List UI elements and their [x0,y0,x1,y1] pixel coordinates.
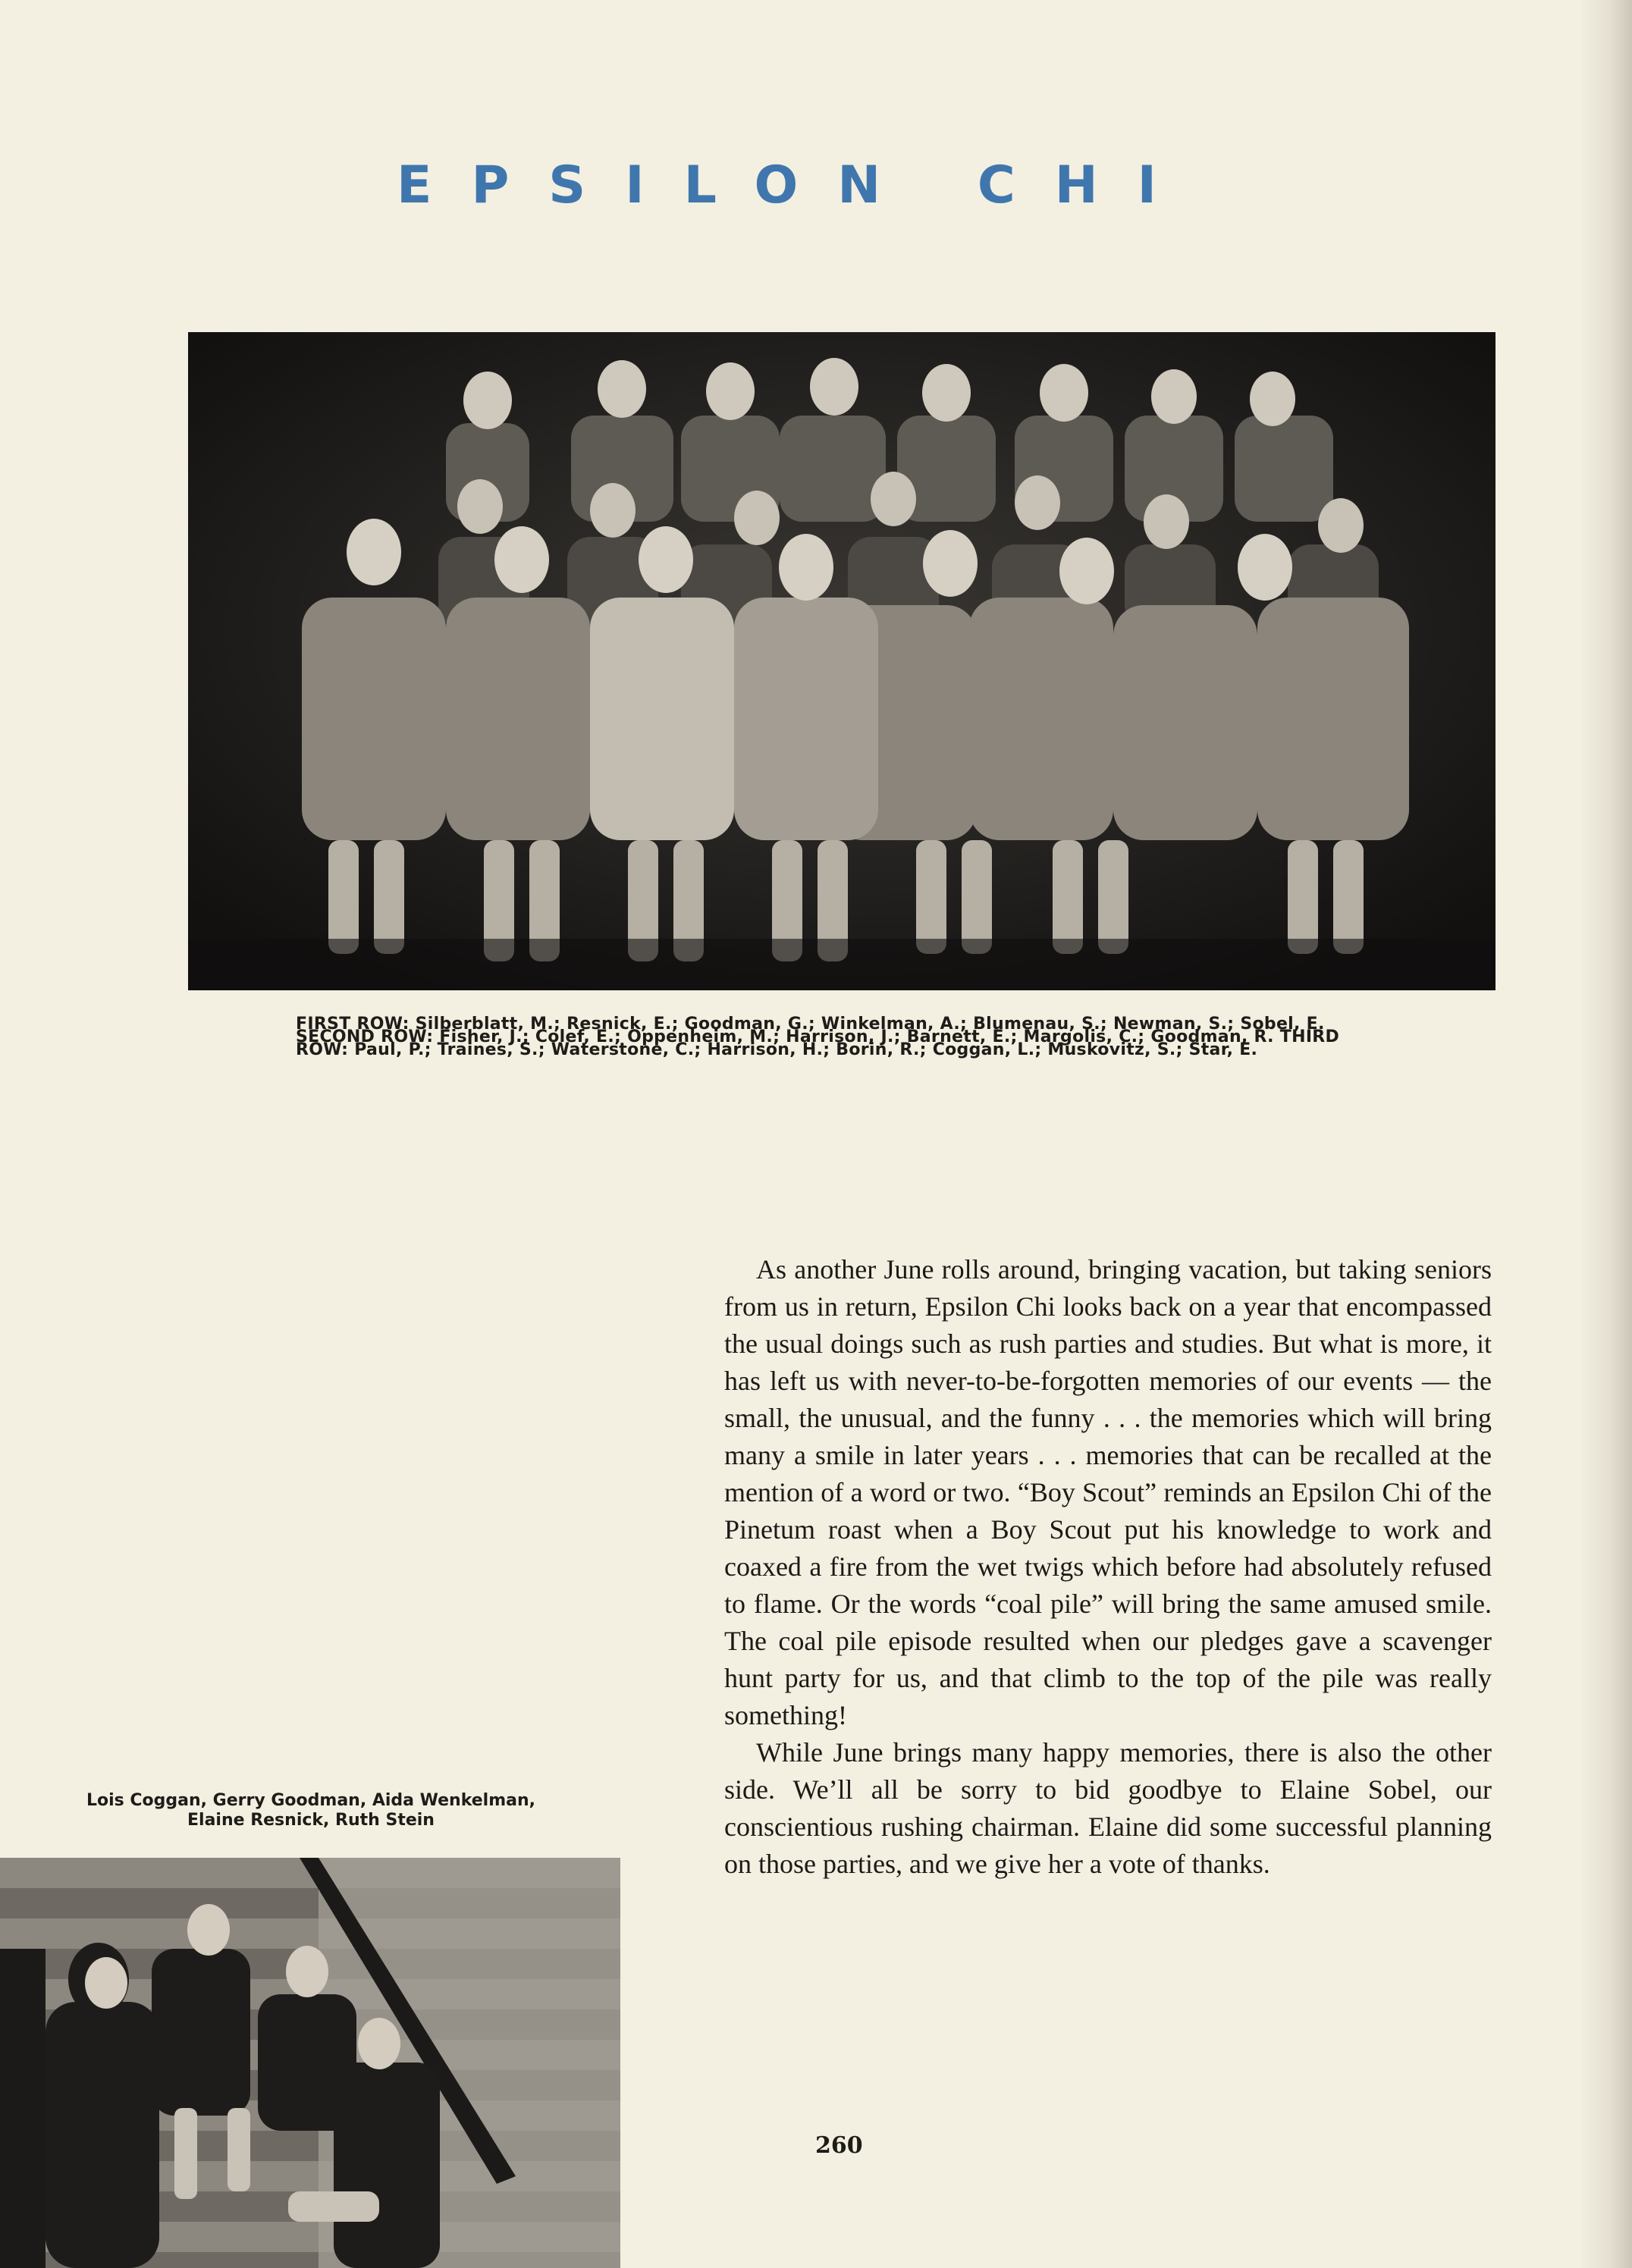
page-edge-shadow [1579,0,1632,2268]
stairs-caption-line-1: Lois Coggan, Gerry Goodman, Aida Wenkelman, [86,1791,536,1810]
article-paragraph-1: As another June rolls around, bringing vacation, but taking seniors from us in return, Epsilon Chi looks back on a year that encompassed the usual doings such as rush parties and studies. But what is more, it has left us with never-to-be-forgotten memories of our events — the small, the unusual, and the funny . . . the memories which will bring many a smile in later years . . . memories that can be recalled at the mention of a word or two. “Boy Scout” reminds an Epsilon Chi of the Pinetum roast when a Boy Scout put his knowledge to work and coaxed a fire from the wet twigs which before had absolutely refused to flame. Or the words “coal pile” will bring the same amused smile. The coal pile episode resulted when our pledges gave a scavenger hunt party for us, and that climb to the top of the pile was really something! [724,1254,1492,1730]
group-photo-caption-text: FIRST ROW: Silberblatt, M.; Resnick, E.; Goodman, G.; Winkelman, A.; Blumenau, S.; Newman, S.; Sobel, E. SECOND ROW: Fisher, J.; Colef, E.; Oppenheim, M.; Harrison, J.; Barnett, E.; Margolis, C.; Goodman, R. THIRD ROW: Paul, P.; Traines, S.; Waterstone, C.; Harrison, H.; Borin, R.; Coggan, L.; Muskovitz, S.; Star, E. [296,1015,1340,1059]
stairs-caption-line-2: Elaine Resnick, Ruth Stein [187,1811,435,1830]
article-paragraph-2: While June brings many happy memories, there is also the other side. We’ll all be sorry to bid goodbye to Elaine Sobel, our conscientious rushing chairman. Elaine did some successful planning on those parties, and we give her a vote of thanks. [724,1737,1492,1879]
page-title: EPSILON CHI [397,155,1196,215]
group-photo-caption [296,1015,1388,1059]
stairs-photo-caption [61,1791,561,1830]
page-number: 260 [815,2132,863,2159]
stairs-photo [0,1858,620,2268]
group-photo [188,332,1495,990]
article-body [724,1251,1492,1883]
